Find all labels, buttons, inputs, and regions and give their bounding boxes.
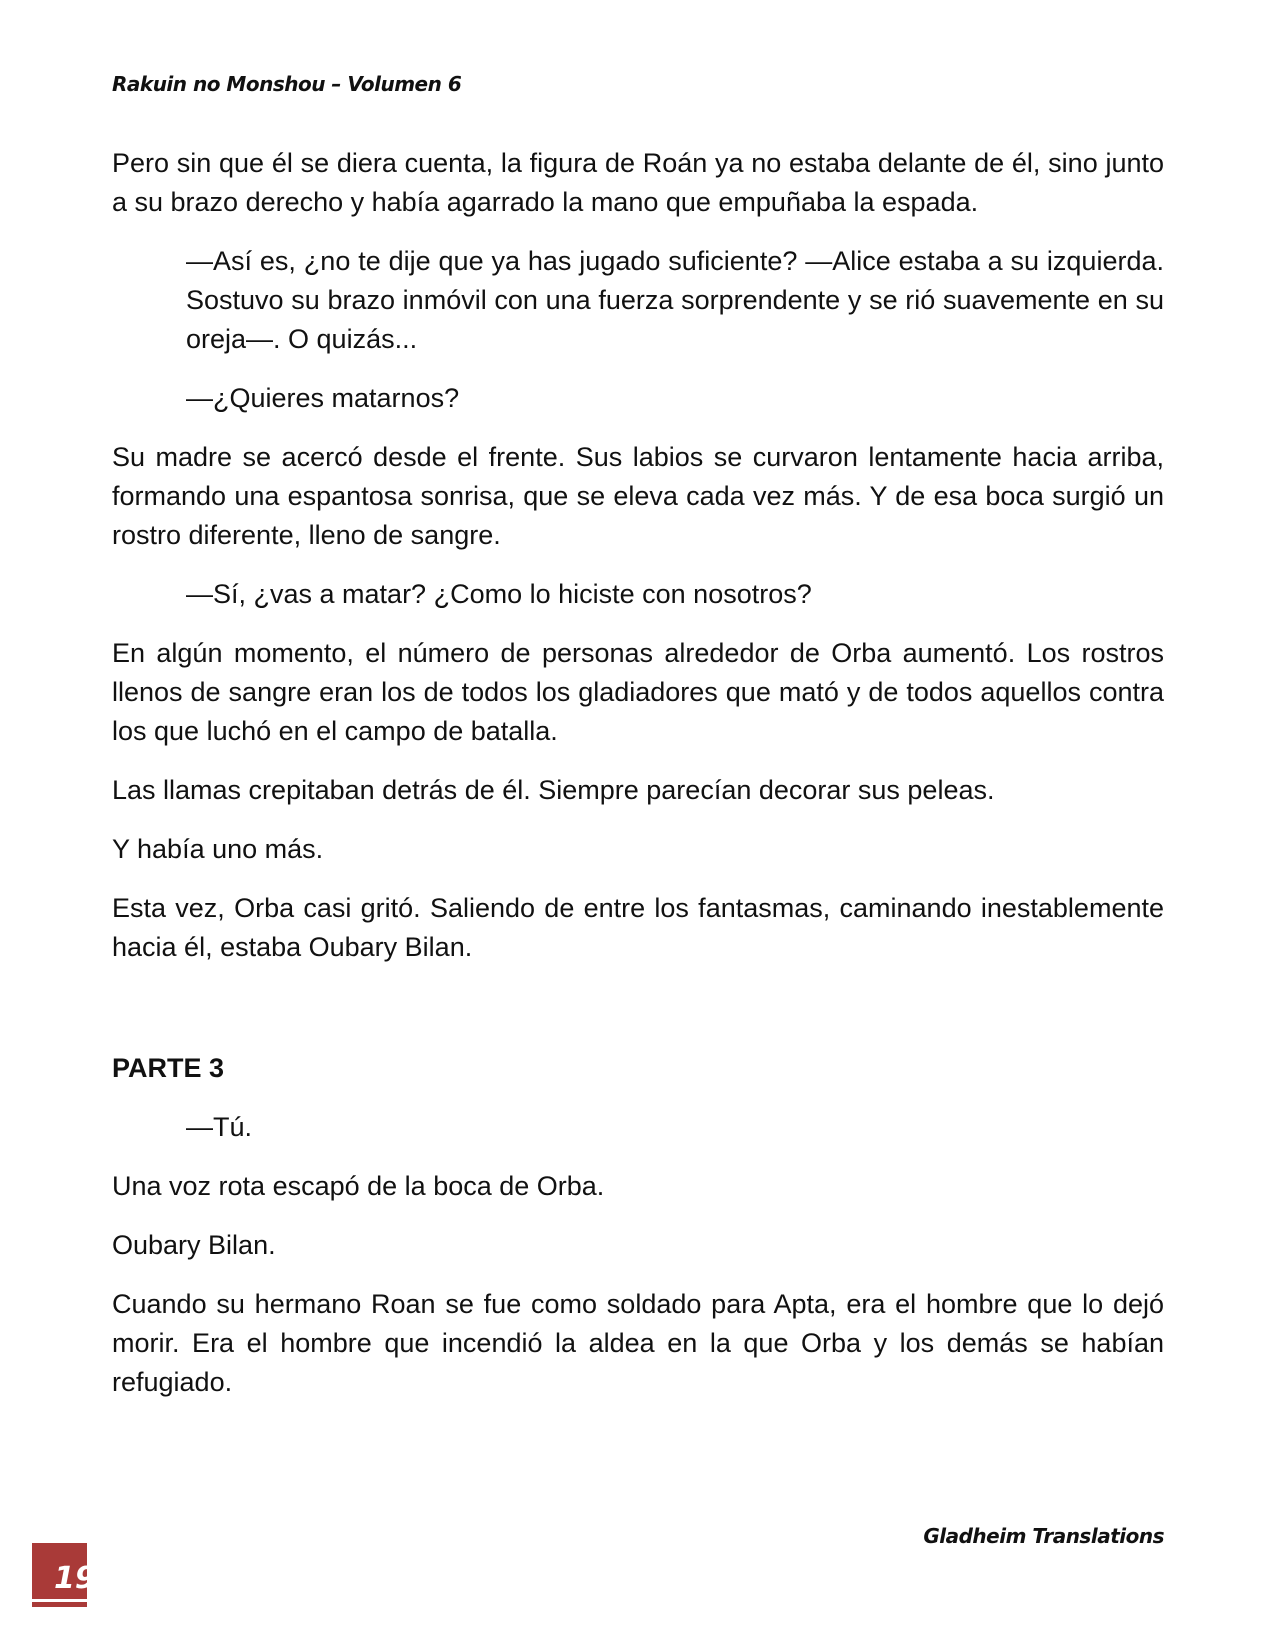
paragraph: Su madre se acercó desde el frente. Sus labios se curvaron lentamente hacia arriba, formando una espantosa sonrisa, que se eleva cada vez más. Y de esa boca surgió un rostro diferente, lleno de sangre. xyxy=(112,442,1164,550)
paragraph: Oubary Bilan. xyxy=(112,1230,276,1260)
dialogue-paragraph: —Sí, ¿vas a matar? ¿Como lo hiciste con nosotros? xyxy=(186,579,812,609)
footer-credit: Gladheim Translations xyxy=(923,1524,1164,1548)
paragraph: Esta vez, Orba casi gritó. Saliendo de entre los fantasmas, caminando inestablemente hacia él, estaba Oubary Bilan. xyxy=(112,893,1164,962)
section-heading: PARTE 3 xyxy=(112,1053,225,1083)
page-number-underline xyxy=(32,1599,87,1602)
page-body xyxy=(112,144,1164,1422)
dialogue-paragraph: —Tú. xyxy=(186,1112,253,1142)
paragraph: Pero sin que él se diera cuenta, la figura de Roán ya no estaba delante de él, sino junto a su brazo derecho y había agarrado la mano que empuñaba la espada. xyxy=(112,148,1164,217)
page-number: 19 xyxy=(54,1561,96,1596)
running-header: Rakuin no Monshou – Volumen 6 xyxy=(112,72,462,96)
dialogue-paragraph: —¿Quieres matarnos? xyxy=(186,383,460,413)
dialogue-paragraph: —Así es, ¿no te dije que ya has jugado suficiente? —Alice estaba a su izquierda. Sostuvo su brazo inmóvil con una fuerza sorprendente y se rió suavemente en su oreja—. O quizás... xyxy=(186,246,1164,354)
paragraph: Una voz rota escapó de la boca de Orba. xyxy=(112,1171,605,1201)
paragraph: Cuando su hermano Roan se fue como soldado para Apta, era el hombre que lo dejó morir. Era el hombre que incendió la aldea en la que Orba y los demás se habían refugiado. xyxy=(112,1289,1164,1397)
paragraph: En algún momento, el número de personas alrededor de Orba aumentó. Los rostros llenos de sangre eran los de todos los gladiadores que mató y de todos aquellos contra los que luchó en el campo de batalla. xyxy=(112,638,1164,746)
paragraph: Las llamas crepitaban detrás de él. Siempre parecían decorar sus peleas. xyxy=(112,775,995,805)
paragraph: Y había uno más. xyxy=(112,834,324,864)
page-number-badge xyxy=(32,1543,96,1607)
